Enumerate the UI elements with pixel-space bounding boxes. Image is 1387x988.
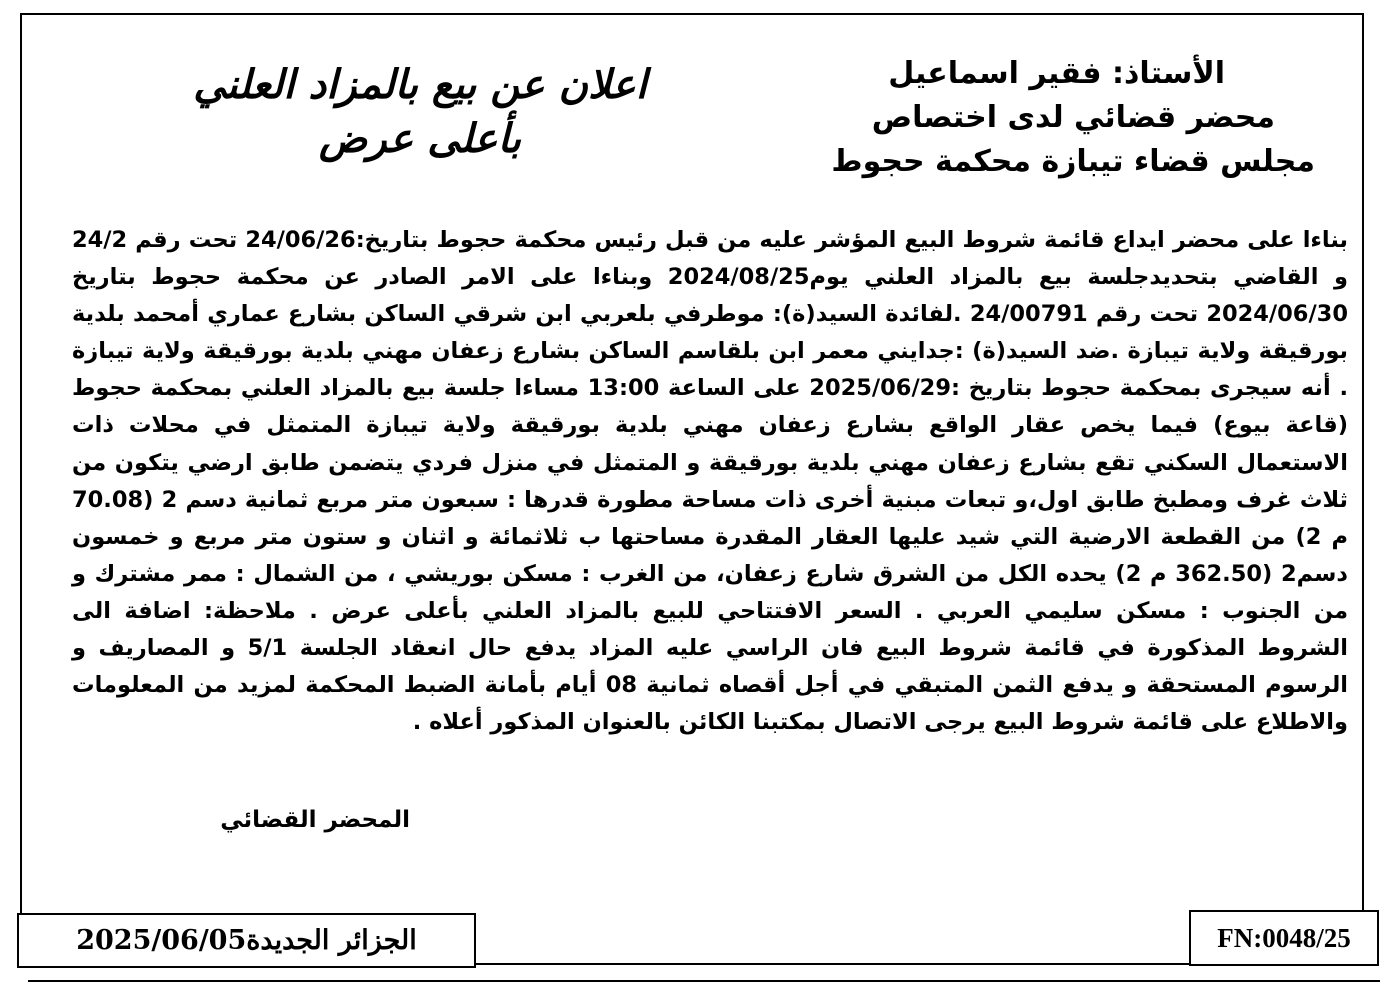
bailiff-title: محضر قضائي لدى اختصاص [871, 100, 1275, 135]
notice-body: بناءا على محضر ايداع قائمة شروط البيع المؤشر عليه من قبل رئيس محكمة حجوط بتاريخ:24/06/26 تحت رقم 24/2 و القاضي بتحديدجلسة بيع بالمزاد العلني يوم2024/08/25 وبناءا على الامر الصادر عن محكمة حجوط بتاريخ 2024/06/30 تحت رقم 24/00791 .لفائدة السيد(ة): موطرفي بلعربي ابن شرقي الساكن بشارع عماري أمحمد بلدية بورقيقة ولاية تيبازة .ضد السيد(ة) :جدايني معمر ابن بلقاسم الساكن بشارع زعفان مهني بلدية بورقيقة ولاية تيبازة . أنه سيجرى بمحكمة حجوط بتاريخ :2025/06/29 على الساعة 13:00 مساءا جلسة بيع بالمزاد العلني بمحكمة حجوط (قاعة بيوع) فيما يخص عقار الواقع بشارع زعفان مهني بلدية بورقيقة ولاية تيبازة المتمثل في محلات ذات الاستعمال السكني تقع بشارع زعفان مهني بلدية بورقيقة و المتمثل في منزل فردي يتضمن طابق ارضي يتكون من ثلاث غرف ومطبخ طابق اول،و تبعات مبنية أخرى ذات مساحة مطورة قدرها : سبعون متر مربع ثمانية دسم 2 (70.08 م 2) من القطعة الارضية التي شيد عليها العقار المقدرة مساحتها ب ثلاثمائة و اثنان و ستون متر مربع و خمسون دسم2 (362.50 م 2) يحده الكل من الشرق شارع زعفان، من الغرب : مسكن بوريشي ، من الشمال : ممر مشترك و من الجنوب : مسكن سليمي العربي . السعر الافتتاحي للبيع بالمزاد العلني بأعلى عرض . ملاحظة: اضافة الى الشروط المذكورة في قائمة شروط البيع فان الراسي عليه المزاد يدفع حال انعقاد الجلسة 5/1 و المصاريف و الرسوم المستحقة و يدفع الثمن المتبقي في أجل أقصاه ثمانية 08 أيام بأمانة الضبط المحكمة لمزيد من المعلومات والاطلاع على قائمة شروط البيع يرجى الاتصال بمكتبنا الكائن بالعنوان المذكور أعلاه . [72, 227, 1349, 736]
notice-title [110, 58, 730, 166]
newspaper-date-box [17, 913, 476, 968]
bailiff-header [715, 52, 1315, 184]
file-number: FN:0048/25 [1217, 922, 1351, 953]
file-number-box [1189, 910, 1379, 966]
signature: المحضر القضائي [220, 807, 410, 833]
bailiff-jurisdiction: مجلس قضاء تيبازة محكمة حجوط [831, 144, 1315, 179]
newspaper-date: الجزائر الجديدة2025/06/05 [76, 925, 417, 956]
notice-title-line-1: اعلان عن بيع بالمزاد العلني [193, 61, 647, 108]
bailiff-name: الأستاذ: فقير اسماعيل [888, 56, 1225, 91]
bottom-divider [28, 980, 1380, 982]
notice-title-line-2: بأعلى عرض [319, 115, 521, 162]
